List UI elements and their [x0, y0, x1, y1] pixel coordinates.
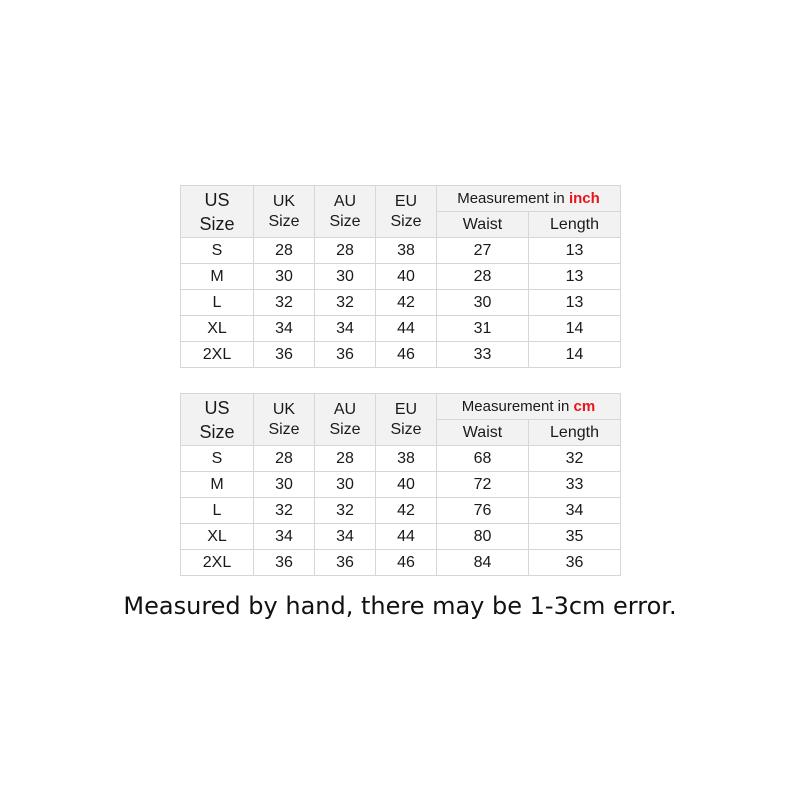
cell-eu-size: 40: [376, 264, 437, 290]
cell-uk-size: 28: [254, 238, 315, 264]
table-row: [181, 498, 621, 524]
cell-au-size: 36: [315, 342, 376, 368]
cell-au-size: 30: [315, 472, 376, 498]
size-table-cm: [180, 393, 621, 576]
cell-us-size: M: [181, 472, 254, 498]
cell-eu-size: 46: [376, 342, 437, 368]
uk-size-header: UK Size: [254, 186, 315, 238]
cell-au-size: 34: [315, 316, 376, 342]
cell-waist: 68: [437, 446, 529, 472]
cell-waist: 28: [437, 264, 529, 290]
table-row: [181, 550, 621, 576]
cell-us-size: XL: [181, 316, 254, 342]
length-header: Length: [529, 420, 621, 446]
measurement-header: Measurement in inch: [437, 186, 621, 212]
cell-au-size: 28: [315, 446, 376, 472]
cell-au-size: 30: [315, 264, 376, 290]
cell-eu-size: 44: [376, 316, 437, 342]
unit-label: cm: [573, 398, 596, 415]
cell-us-size: L: [181, 290, 254, 316]
cell-waist: 27: [437, 238, 529, 264]
cell-waist: 84: [437, 550, 529, 576]
cell-waist: 76: [437, 498, 529, 524]
cell-length: 13: [529, 264, 621, 290]
table-row: [181, 472, 621, 498]
table-row: [181, 238, 621, 264]
cell-uk-size: 32: [254, 290, 315, 316]
header-row: [181, 186, 621, 212]
table-row: [181, 290, 621, 316]
au-size-header: AU Size: [315, 186, 376, 238]
cell-length: 14: [529, 342, 621, 368]
cell-uk-size: 32: [254, 498, 315, 524]
eu-size-header: EU Size: [376, 394, 437, 446]
cell-length: 14: [529, 316, 621, 342]
table-row: [181, 316, 621, 342]
cell-au-size: 32: [315, 498, 376, 524]
cell-au-size: 36: [315, 550, 376, 576]
length-header: Length: [529, 212, 621, 238]
cell-waist: 33: [437, 342, 529, 368]
cell-length: 36: [529, 550, 621, 576]
cell-waist: 31: [437, 316, 529, 342]
cell-length: 35: [529, 524, 621, 550]
table-row: [181, 342, 621, 368]
cell-us-size: S: [181, 446, 254, 472]
cell-length: 13: [529, 290, 621, 316]
cell-uk-size: 28: [254, 446, 315, 472]
cell-uk-size: 30: [254, 472, 315, 498]
cell-length: 32: [529, 446, 621, 472]
cell-uk-size: 30: [254, 264, 315, 290]
unit-label: inch: [568, 190, 600, 207]
cell-us-size: M: [181, 264, 254, 290]
header-row: [181, 394, 621, 420]
size-table-inch: [180, 185, 621, 368]
cell-au-size: 28: [315, 238, 376, 264]
cell-eu-size: 38: [376, 238, 437, 264]
cell-waist: 30: [437, 290, 529, 316]
cell-au-size: 34: [315, 524, 376, 550]
cell-waist: 80: [437, 524, 529, 550]
waist-header: Waist: [437, 420, 529, 446]
cell-uk-size: 36: [254, 342, 315, 368]
cell-eu-size: 40: [376, 472, 437, 498]
cell-us-size: L: [181, 498, 254, 524]
measurement-header: Measurement in cm: [437, 394, 621, 420]
table-row: [181, 264, 621, 290]
au-size-header: AU Size: [315, 394, 376, 446]
cell-uk-size: 34: [254, 316, 315, 342]
cell-length: 13: [529, 238, 621, 264]
cell-eu-size: 38: [376, 446, 437, 472]
cell-uk-size: 36: [254, 550, 315, 576]
eu-size-header: EU Size: [376, 186, 437, 238]
cell-uk-size: 34: [254, 524, 315, 550]
uk-size-header: UK Size: [254, 394, 315, 446]
cell-us-size: 2XL: [181, 550, 254, 576]
cell-eu-size: 46: [376, 550, 437, 576]
cell-length: 34: [529, 498, 621, 524]
cell-waist: 72: [437, 472, 529, 498]
us-size-header: US Size: [181, 394, 254, 446]
cell-eu-size: 42: [376, 290, 437, 316]
cell-us-size: XL: [181, 524, 254, 550]
waist-header: Waist: [437, 212, 529, 238]
table-row: [181, 524, 621, 550]
cell-eu-size: 42: [376, 498, 437, 524]
cell-au-size: 32: [315, 290, 376, 316]
cell-eu-size: 44: [376, 524, 437, 550]
cell-length: 33: [529, 472, 621, 498]
cell-us-size: 2XL: [181, 342, 254, 368]
cell-us-size: S: [181, 238, 254, 264]
measurement-note: Measured by hand, there may be 1-3cm error.: [123, 592, 677, 620]
us-size-header: US Size: [181, 186, 254, 238]
table-row: [181, 446, 621, 472]
